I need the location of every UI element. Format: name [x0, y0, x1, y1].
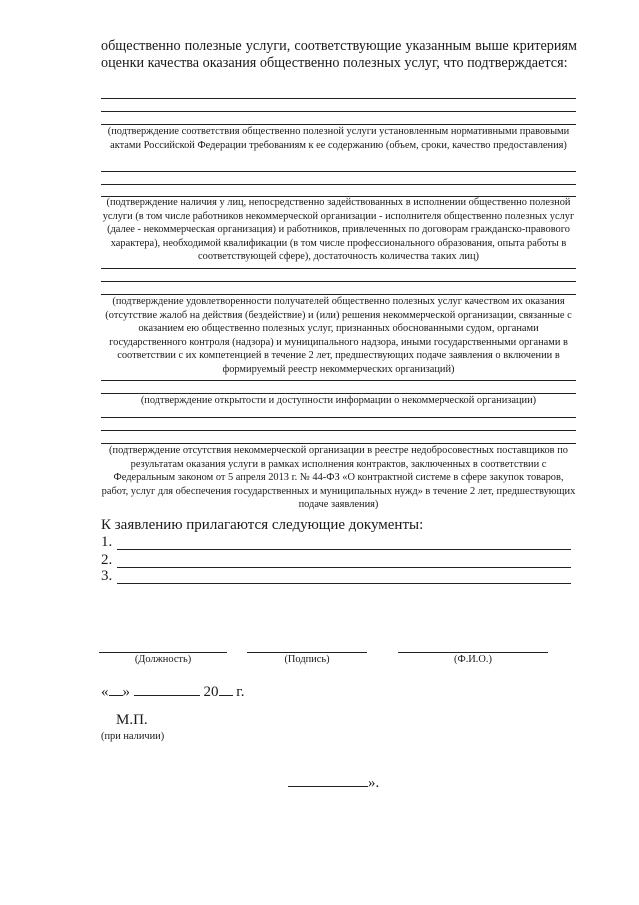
name-line[interactable]: [398, 652, 548, 653]
stamp-note: (при наличии): [101, 731, 165, 742]
closing-row: [288, 772, 379, 792]
fill-line: [101, 430, 576, 431]
fill-line: [101, 171, 576, 172]
caption-qualification: (подтверждение наличия у лиц, непосредственно задействованных в исполнении общественно полезной услуги (в том числе работников некоммерческой организации - исполнителя общественно полезных услуг (далее - некоммерческая организация) и работников, привлеченных по договорам гражданско-правового характера), необходимой квалификации (в том числе профессионального образования, опыта работы в соответствующей сфере), достаточность количества таких лиц): [102, 197, 575, 263]
fill-line: [101, 268, 576, 269]
year-prefix: 20: [203, 684, 219, 700]
signature-label: (Подпись): [284, 654, 330, 665]
fill-line: [101, 111, 576, 112]
signature-line[interactable]: [247, 652, 367, 653]
fill-line: [101, 98, 576, 99]
day-field[interactable]: [109, 681, 123, 696]
document-item[interactable]: [101, 568, 571, 586]
intro-paragraph: общественно полезные услуги, соответствующие указанным выше критериям оценки качества оказания общественно полезных услуг, что подтверждается:: [101, 38, 577, 71]
documents-heading: К заявлению прилагаются следующие документы:: [101, 517, 424, 533]
date-close-quote: »: [122, 684, 130, 700]
date-open-quote: «: [101, 684, 109, 700]
document-number: 1.: [101, 534, 113, 550]
document-fill-line[interactable]: [117, 583, 571, 584]
caption-registry: (подтверждение отсутствия некоммерческой организации в реестре недобросовестных поставщиков по результатам оказания услуги в рамках исполнения контрактов, заключенных в соответствии с Федеральным законом от 5 апреля 2013 г. № 44-ФЗ «О контрактной системе в сфере закупок товаров, работ, услуг для обеспечения государственных и муниципальных нужд» в течение 2 лет, предшествующих подаче заявления): [101, 445, 576, 511]
year-field[interactable]: [219, 681, 233, 696]
stamp-label: М.П.: [116, 712, 148, 728]
caption-satisfaction: (подтверждение удовлетворенности получателей общественно полезных услуг качеством их оказания (отсутствие жалоб на действия (бездействие) и (или) решения некоммерческой организации, связанные с оказанием ею общественно полезных услуг, признанных обоснованными судом, органами государственного контроля (надзора) и муниципального надзора, иными государственными органами в соответствии с их компетенцией в течение 2 лет, предшествующих подаче заявления о включении в формируемый реестр некоммерческих организаций): [105, 296, 572, 375]
document-number: 2.: [101, 552, 113, 568]
closing-fill-line[interactable]: [288, 772, 368, 787]
fill-line: [101, 184, 576, 185]
caption-openness: (подтверждение открытости и доступности информации о некоммерческой организации): [140, 395, 537, 406]
document-number: 3.: [101, 568, 113, 584]
fill-line: [101, 281, 576, 282]
position-label: (Должность): [134, 654, 192, 665]
fill-line: [101, 417, 576, 418]
month-field[interactable]: [134, 681, 200, 696]
date-row: [101, 681, 244, 701]
document-item[interactable]: [101, 534, 571, 552]
document-fill-line[interactable]: [117, 549, 571, 550]
year-suffix: г.: [236, 684, 245, 700]
caption-quality: (подтверждение соответствия общественно полезной услуги установленным нормативными правовыми актами Российской Федерации требованиям к ее содержанию (объем, сроки, качество предоставления): [107, 126, 570, 151]
position-line[interactable]: [99, 652, 227, 653]
fill-line: [101, 380, 576, 381]
closing-mark: ».: [368, 775, 380, 791]
name-label: (Ф.И.О.): [454, 654, 492, 665]
